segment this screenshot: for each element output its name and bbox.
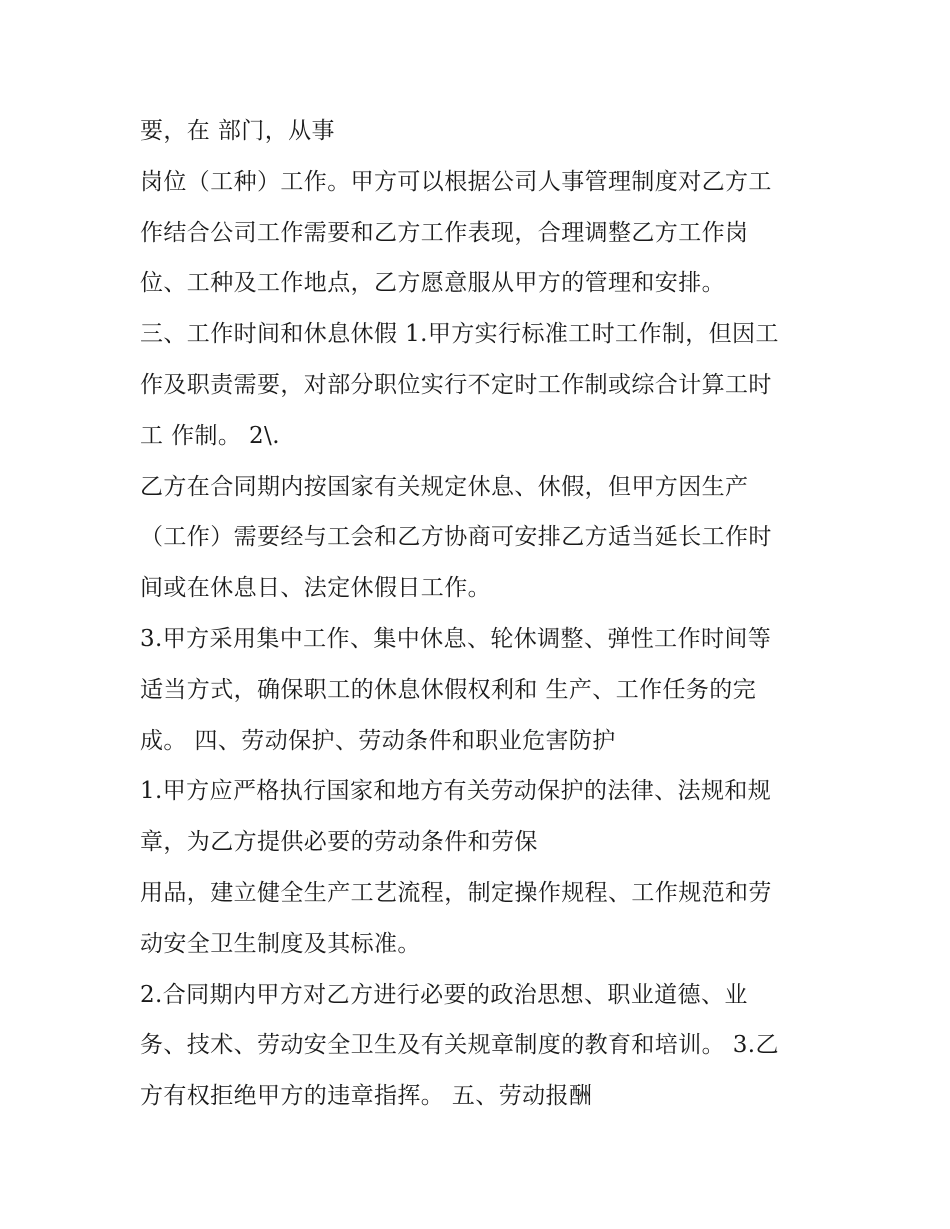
text-line: 工 作制。 2\. — [140, 422, 280, 449]
text-line: 2.合同期内甲方对乙方进行必要的政治思想、职业道德、业 — [140, 981, 748, 1008]
text-line: 乙方在合同期内按国家有关规定休息、休假，但甲方因生产 — [140, 473, 749, 500]
text-line: 岗位（工种）工作。甲方可以根据公司人事管理制度对乙方工 — [140, 168, 772, 195]
text-line: 要，在 部门，从事 — [140, 118, 335, 144]
text-line: 务、技术、劳动安全卫生及有关规章制度的教育和培训。 3.乙 — [140, 1032, 779, 1059]
text-line: 适当方式，确保职工的休息休假权利和 生产、工作任务的完 — [140, 676, 757, 703]
document-body — [140, 106, 830, 1122]
text-line: 作结合公司工作需要和乙方工作表现，合理调整乙方工作岗 — [140, 219, 749, 246]
text-line: 位、工种及工作地点，乙方愿意服从甲方的管理和安排。 — [140, 270, 725, 297]
text-line: 作及职责需要，对部分职位实行不定时工作制或综合计算工时 — [140, 371, 772, 398]
text-line: 1.甲方应严格执行国家和地方有关劳动保护的法律、法规和规 — [140, 778, 772, 805]
section-heading-line: 三、工作时间和休息休假 1.甲方实行标准工时工作制，但因工 — [140, 321, 779, 348]
text-line: 动安全卫生制度及其标准。 — [140, 930, 421, 957]
section-heading-line: 方有权拒绝甲方的违章指挥。 五、劳动报酬 — [140, 1083, 593, 1110]
text-line: 章，为乙方提供必要的劳动条件和劳保 — [140, 829, 538, 856]
text-line: 用品，建立健全生产工艺流程，制定操作规程、工作规范和劳 — [140, 879, 772, 906]
text-line: （工作）需要经与工会和乙方协商可安排乙方适当延长工作时 — [140, 524, 772, 551]
section-heading-line: 成。 四、劳动保护、劳动条件和职业危害防护 — [140, 727, 616, 754]
text-line: 3.甲方采用集中工作、集中休息、轮休调整、弹性工作时间等 — [140, 625, 772, 652]
text-line: 间或在休息日、法定休假日工作。 — [140, 575, 491, 602]
